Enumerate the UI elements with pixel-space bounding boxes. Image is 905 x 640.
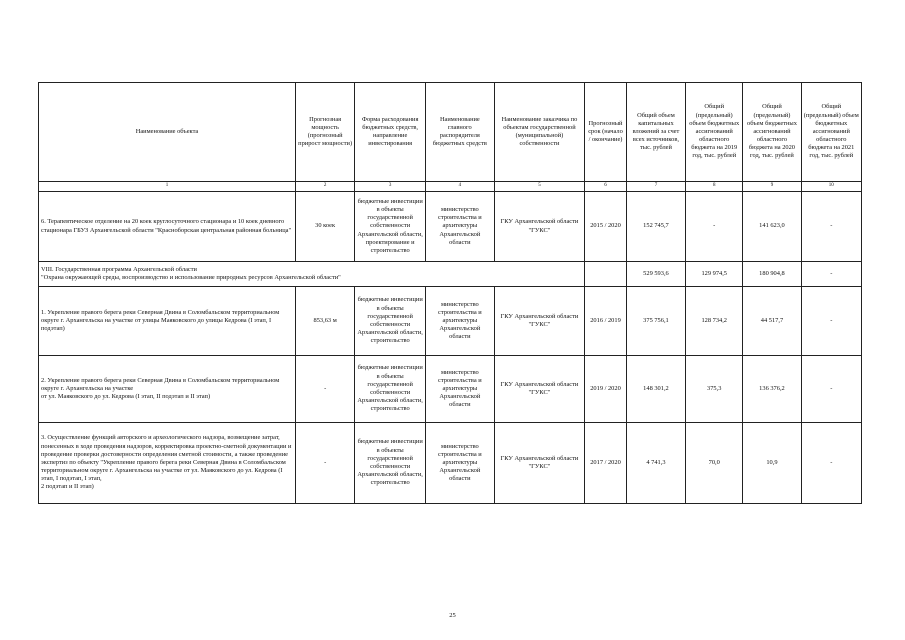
object-name: 3. Осуществление функций авторского и археологического надзора, возмещение затрат, понесенных в ходе проведения надзоров, корректировка проектно-сметной документации и проведение проверки достоверности определения сметной стоимости, а также проведение экспертиз по объекту "Укрепление правого берега реки Северная Двина в Соломбальском территориальном округе г. Архангельска на участке от ул. Маяковского до ул. Кедрова (I этап, I подэтап, I этап, 2 подэтап и II этап)	[39, 423, 296, 504]
form-cell: бюджетные инвестиции в объекты государственной собственности Архангельской области, строительство	[355, 423, 426, 504]
form-cell: бюджетные инвестиции в объекты государственной собственности Архангельской области, строительство	[355, 287, 426, 356]
form-cell: бюджетные инвестиции в объекты государственной собственности Архангельской области, строительство	[355, 356, 426, 423]
term-cell: 2016 / 2019	[585, 287, 627, 356]
y2020-cell: 10,9	[743, 423, 801, 504]
distributor-cell: министерство строительства и архитектуры Архангельской области	[426, 287, 495, 356]
col-number: 10	[801, 182, 861, 192]
section-title: VIII. Государственная программа Архангельской области "Охрана окружающей среды, воспроизводство и использование природных ресурсов Архангельской области"	[39, 262, 585, 287]
total-cell: 148 301,2	[626, 356, 685, 423]
section-y2020-cell: 180 904,8	[743, 262, 801, 287]
col-number: 1	[39, 182, 296, 192]
object-name: 2. Укрепление правого берега реки Северная Двина в Соломбальском территориальном округе г. Архангельска на участке от ул. Маяковского до ул. Кедрова (I этап, II подэтап и II этап)	[39, 356, 296, 423]
capital-investment-table	[38, 82, 862, 504]
col-number: 4	[426, 182, 495, 192]
total-cell: 4 741,3	[626, 423, 685, 504]
total-cell: 152 745,7	[626, 192, 685, 262]
customer-cell: ГКУ Архангельской области "ГУКС"	[494, 192, 585, 262]
customer-cell: ГКУ Архангельской области "ГУКС"	[494, 287, 585, 356]
capacity-cell: -	[295, 423, 354, 504]
y2020-cell: 136 376,2	[743, 356, 801, 423]
page-number: 25	[449, 612, 456, 619]
y2021-cell: -	[801, 192, 861, 262]
section-term-cell	[585, 262, 627, 287]
object-name: 1. Укрепление правого берега реки Северная Двина в Соломбальском территориальном округе г. Архангельска на участке от улицы Маяковского до улицы Кедрова (I этап, I подэтап)	[39, 287, 296, 356]
col-number: 3	[355, 182, 426, 192]
col-number: 2	[295, 182, 354, 192]
table-row	[39, 356, 862, 423]
col-number: 7	[626, 182, 685, 192]
header-total: Общий объем капитальных вложений за счет всех источников, тыс. рублей	[626, 83, 685, 182]
y2020-cell: 141 623,0	[743, 192, 801, 262]
distributor-cell: министерство строительства и архитектуры Архангельской области	[426, 192, 495, 262]
header-name: Наименование объекта	[39, 83, 296, 182]
table-header-row	[39, 83, 862, 182]
header-distributor: Наименование главного распорядителя бюджетных средств	[426, 83, 495, 182]
y2019-cell: -	[686, 192, 743, 262]
column-number-row	[39, 182, 862, 192]
header-2020: Общий (предельный) объем бюджетных ассигнований областного бюджета на 2020 год, тыс. рублей	[743, 83, 801, 182]
y2021-cell: -	[801, 423, 861, 504]
header-customer: Наименование заказчика по объектам государственной (муниципальной) собственности	[494, 83, 585, 182]
customer-cell: ГКУ Архангельской области "ГУКС"	[494, 356, 585, 423]
term-cell: 2019 / 2020	[585, 356, 627, 423]
y2021-cell: -	[801, 356, 861, 423]
y2020-cell: 44 517,7	[743, 287, 801, 356]
header-term: Прогнозный срок (начало / окончание)	[585, 83, 627, 182]
capacity-cell: -	[295, 356, 354, 423]
distributor-cell: министерство строительства и архитектуры Архангельской области	[426, 356, 495, 423]
distributor-cell: министерство строительства и архитектуры Архангельской области	[426, 423, 495, 504]
header-2019: Общий (предельный) объем бюджетных ассигнований областного бюджета на 2019 год, тыс. рублей	[686, 83, 743, 182]
table-row	[39, 287, 862, 356]
y2019-cell: 128 734,2	[686, 287, 743, 356]
y2019-cell: 375,3	[686, 356, 743, 423]
header-2021: Общий (предельный) объем бюджетных ассигнований областного бюджета на 2021 год, тыс. рублей	[801, 83, 861, 182]
y2021-cell: -	[801, 287, 861, 356]
col-number: 6	[585, 182, 627, 192]
header-form: Форма расходования бюджетных средств, направление инвестирования	[355, 83, 426, 182]
term-cell: 2017 / 2020	[585, 423, 627, 504]
section-y2019-cell: 129 974,5	[686, 262, 743, 287]
table-row	[39, 192, 862, 262]
term-cell: 2015 / 2020	[585, 192, 627, 262]
header-capacity: Прогнозная мощность (прогнозный прирост мощности)	[295, 83, 354, 182]
col-number: 5	[494, 182, 585, 192]
y2019-cell: 70,0	[686, 423, 743, 504]
object-name: 6. Терапевтическое отделение на 20 коек круглосуточного стационара и 10 коек дневного стационара ГБУЗ Архангельской области "Красноборская центральная районная больница"	[39, 192, 296, 262]
capacity-cell: 853,63 м	[295, 287, 354, 356]
total-cell: 375 756,1	[626, 287, 685, 356]
col-number: 9	[743, 182, 801, 192]
section-y2021-cell: -	[801, 262, 861, 287]
form-cell: бюджетные инвестиции в объекты государственной собственности Архангельской области, проектирование и строительство	[355, 192, 426, 262]
table-row	[39, 423, 862, 504]
section-row	[39, 262, 862, 287]
customer-cell: ГКУ Архангельской области "ГУКС"	[494, 423, 585, 504]
section-total-cell: 529 593,6	[626, 262, 685, 287]
capacity-cell: 30 коек	[295, 192, 354, 262]
col-number: 8	[686, 182, 743, 192]
